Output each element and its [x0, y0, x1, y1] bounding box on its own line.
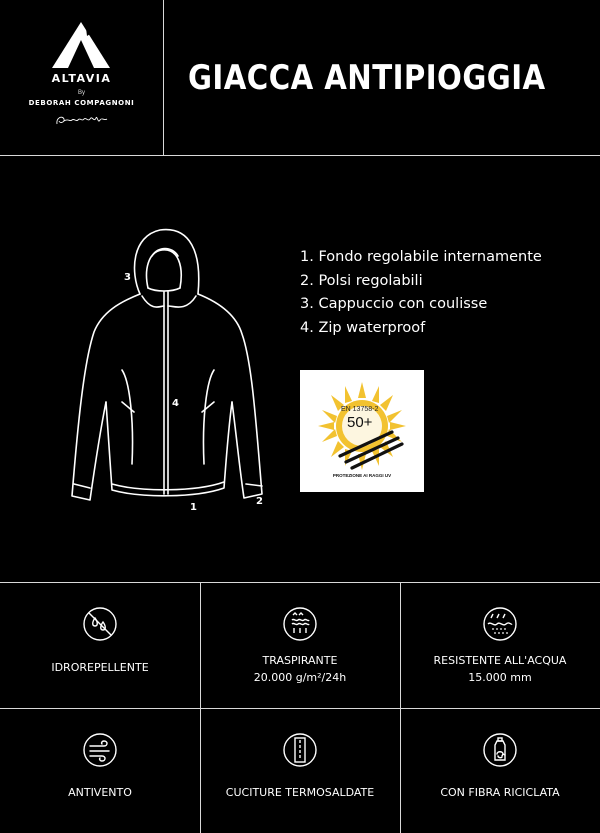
- property-label: RESISTENTE ALL'ACQUA: [433, 654, 567, 667]
- signature-icon: [54, 112, 110, 128]
- callout-1: 1: [190, 502, 197, 513]
- feature-list: [300, 246, 542, 340]
- jacket-drawing: [60, 222, 270, 522]
- uv-protection-badge: [300, 370, 424, 492]
- header-vertical-divider: [163, 0, 164, 155]
- property-detail: 15.000 mm: [468, 671, 532, 684]
- callout-4: 4: [172, 398, 179, 409]
- water-drops-icon: [82, 606, 118, 642]
- uv-caption: PROTEZIONE AI RAGGI UV: [332, 473, 392, 478]
- brand-block: [0, 0, 163, 155]
- property-detail: 20.000 g/m²/24h: [253, 671, 347, 684]
- header-divider: [0, 155, 600, 156]
- altavia-logo-icon: [50, 20, 112, 70]
- property-water-resistant: [400, 583, 600, 708]
- feature-item: 1. Fondo regolabile internamente: [300, 249, 542, 265]
- callout-2: 2: [256, 496, 263, 507]
- feature-item: 3. Cappuccio con coulisse: [300, 296, 488, 312]
- property-windproof: [0, 709, 200, 833]
- uv-rating: 50+: [347, 414, 373, 431]
- feature-item: 4. Zip waterproof: [300, 319, 426, 336]
- waterproof-fabric-icon: [482, 606, 518, 642]
- property-label: CUCITURE TERMOSALDATE: [225, 786, 375, 799]
- property-breathable: [200, 583, 400, 708]
- property-label: IDROREPELLENTE: [51, 661, 149, 674]
- page-title: GIACCA ANTIPIOGGIA: [188, 58, 546, 98]
- property-recycled-fiber: [400, 709, 600, 833]
- sealed-seams-icon: [282, 732, 318, 768]
- property-label: CON FIBRA RICICLATA: [440, 786, 560, 799]
- property-sealed-seams: [200, 709, 400, 833]
- recycled-bottle-icon: [482, 732, 518, 768]
- feature-item: 2. Polsi regolabili: [300, 272, 423, 289]
- property-water-repellent: [0, 583, 200, 708]
- wind-icon: [82, 732, 118, 768]
- breathable-fabric-icon: [282, 606, 318, 642]
- uv-standard: EN 13758-2: [341, 406, 379, 413]
- brand-by: By: [77, 90, 85, 96]
- brand-name: ALTAVIA: [51, 72, 112, 85]
- brand-designer: DEBORAH COMPAGNONI: [28, 99, 135, 107]
- property-label: ANTIVENTO: [68, 786, 132, 799]
- callout-3: 3: [124, 272, 131, 283]
- property-label: TRASPIRANTE: [262, 654, 338, 667]
